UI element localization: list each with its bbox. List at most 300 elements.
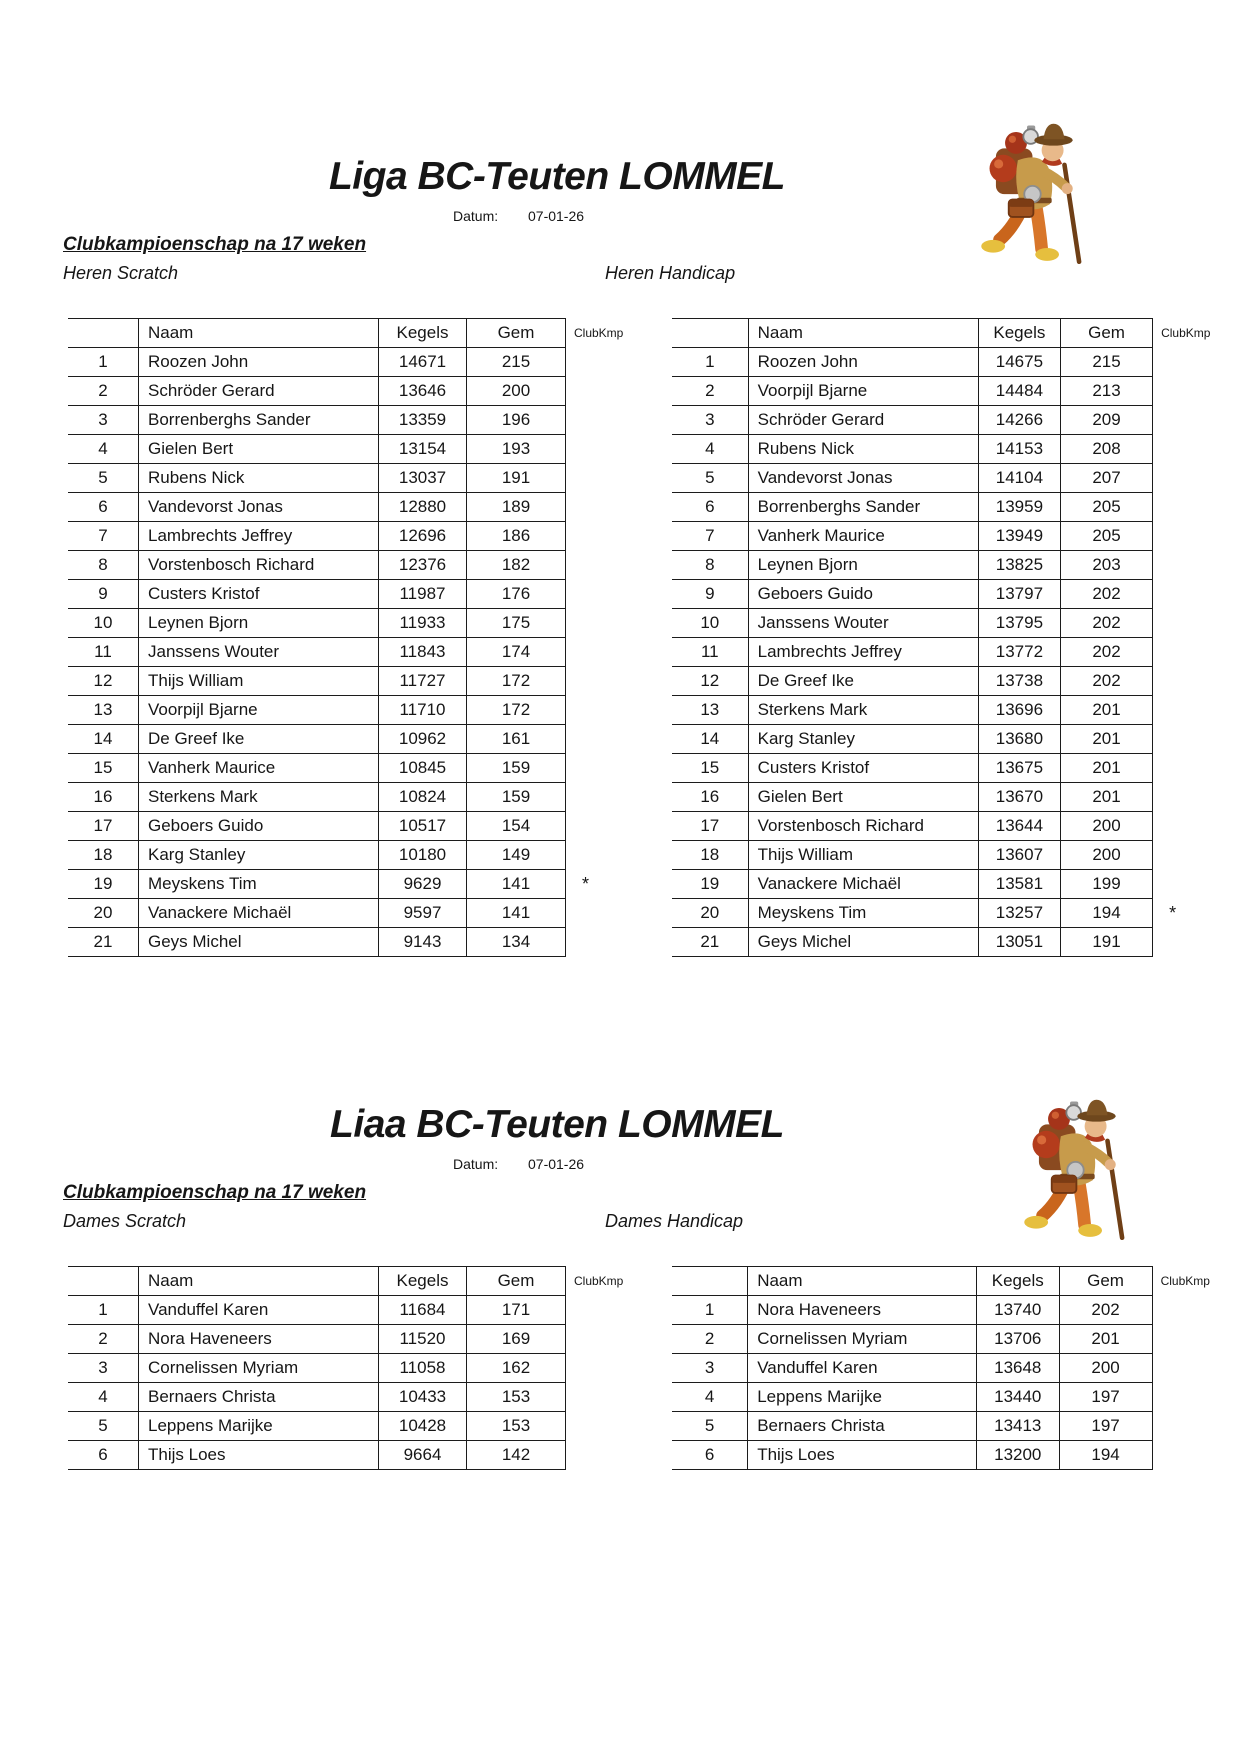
gem-cell: 205 [1060, 493, 1152, 522]
kegels-cell: 13959 [978, 493, 1060, 522]
rank-cell: 2 [68, 377, 139, 406]
table-heading-heren-scratch: Heren Scratch [63, 263, 179, 283]
rank-cell: 3 [672, 1354, 748, 1383]
rank-cell: 20 [68, 899, 139, 928]
rank-cell: 5 [672, 464, 748, 493]
rank-cell: 5 [672, 1412, 748, 1441]
star-note-cell [1152, 1296, 1241, 1325]
rank-cell: 15 [68, 754, 139, 783]
ranking-row [672, 377, 1241, 406]
rank-column-header [672, 319, 748, 348]
ranking-row [672, 899, 1241, 928]
gem-cell: 196 [467, 406, 566, 435]
player-name-cell: Bernaers Christa [748, 1412, 977, 1441]
player-name-cell: Bernaers Christa [139, 1383, 379, 1412]
rank-cell: 13 [672, 696, 748, 725]
player-name-cell: Leppens Marijke [748, 1383, 977, 1412]
star-note-cell [1152, 1383, 1241, 1412]
gem-cell: 141 [467, 899, 566, 928]
player-name-cell: Thijs William [139, 667, 379, 696]
ranking-row [672, 754, 1241, 783]
ranking-row [672, 1412, 1241, 1441]
gem-cell: 174 [467, 638, 566, 667]
naam-column-header: Naam [139, 1267, 379, 1296]
kegels-cell: 13051 [978, 928, 1060, 957]
rank-cell: 9 [672, 580, 748, 609]
kegels-cell: 13646 [379, 377, 467, 406]
ranking-row [68, 638, 659, 667]
rank-cell: 5 [68, 1412, 139, 1441]
gem-cell: 197 [1059, 1412, 1152, 1441]
datum-value: 07-01-26 [528, 208, 585, 224]
kegels-cell: 10845 [379, 754, 467, 783]
ranking-row [672, 1383, 1241, 1412]
kegels-column-header: Kegels [379, 319, 467, 348]
star-note-cell [566, 551, 660, 580]
star-note-cell [1152, 1354, 1241, 1383]
player-name-cell: Karg Stanley [748, 725, 978, 754]
kegels-cell: 13696 [978, 696, 1060, 725]
header-row [68, 1267, 659, 1296]
ranking-row [68, 899, 659, 928]
rank-cell: 12 [672, 667, 748, 696]
gem-cell: 209 [1060, 406, 1152, 435]
gem-cell: 215 [1060, 348, 1152, 377]
player-name-cell: Nora Haveneers [748, 1296, 977, 1325]
rank-cell: 1 [672, 348, 748, 377]
gem-cell: 202 [1060, 609, 1152, 638]
ranking-row [672, 667, 1241, 696]
gem-cell: 202 [1060, 667, 1152, 696]
gem-column-header: Gem [1060, 319, 1152, 348]
gem-cell: 205 [1060, 522, 1152, 551]
kegels-cell: 14675 [978, 348, 1060, 377]
kegels-cell: 10517 [379, 812, 467, 841]
rank-cell: 17 [68, 812, 139, 841]
star-note-cell [566, 1412, 660, 1441]
rank-cell: 12 [68, 667, 139, 696]
ranking-row [68, 464, 659, 493]
ranking-row [68, 1354, 659, 1383]
star-note-cell [1153, 406, 1241, 435]
gem-cell: 207 [1060, 464, 1152, 493]
clubkmp-label: ClubKmp [574, 1274, 624, 1288]
table-heading-heren-handicap: Heren Handicap [605, 263, 736, 283]
kegels-cell: 14484 [978, 377, 1060, 406]
star-note-cell [566, 522, 660, 551]
kegels-cell: 13413 [976, 1412, 1059, 1441]
rank-cell: 11 [68, 638, 139, 667]
star-note-cell [566, 899, 660, 928]
ranking-row [68, 841, 659, 870]
gem-cell: 172 [467, 667, 566, 696]
kegels-cell: 10433 [379, 1383, 467, 1412]
clubkmp-label: ClubKmp [1160, 1274, 1210, 1288]
star-note-cell [1153, 609, 1241, 638]
star-note-cell [1153, 754, 1241, 783]
ranking-row [68, 580, 659, 609]
player-name-cell: De Greef Ike [748, 667, 978, 696]
kegels-cell: 11843 [379, 638, 467, 667]
kegels-column-header: Kegels [978, 319, 1060, 348]
rank-column-header [672, 1267, 748, 1296]
ranking-row [68, 522, 659, 551]
gem-cell: 200 [1060, 841, 1152, 870]
kegels-cell: 13359 [379, 406, 467, 435]
player-name-cell: Leppens Marijke [139, 1412, 379, 1441]
kegels-cell: 13257 [978, 899, 1060, 928]
ranking-row [68, 406, 659, 435]
star-note-cell [1153, 464, 1241, 493]
star-note-cell [566, 1354, 660, 1383]
ranking-row [672, 1441, 1241, 1470]
naam-column-header: Naam [139, 319, 379, 348]
kegels-cell: 11933 [379, 609, 467, 638]
player-name-cell: Custers Kristof [139, 580, 379, 609]
player-name-cell: Lambrechts Jeffrey [139, 522, 379, 551]
championship-subtitle: Clubkampioenschap na 17 weken [63, 234, 367, 255]
ranking-row [68, 725, 659, 754]
ranking-row [672, 1296, 1241, 1325]
star-note-cell [566, 638, 660, 667]
player-name-cell: Custers Kristof [748, 754, 978, 783]
section-dames [0, 948, 1241, 1755]
kegels-cell: 12376 [379, 551, 467, 580]
ranking-row [672, 493, 1241, 522]
gem-cell: 169 [467, 1325, 566, 1354]
star-note-cell [566, 1441, 660, 1470]
header-row [68, 319, 659, 348]
player-name-cell: Vanherk Maurice [139, 754, 379, 783]
star-note-cell [1153, 348, 1241, 377]
kegels-cell: 10428 [379, 1412, 467, 1441]
heren-scratch-ranking-table [68, 318, 659, 957]
kegels-cell: 13797 [978, 580, 1060, 609]
player-name-cell: Rubens Nick [139, 464, 379, 493]
player-name-cell: Thijs Loes [748, 1441, 977, 1470]
player-name-cell: Gielen Bert [139, 435, 379, 464]
player-name-cell: Meyskens Tim [139, 870, 379, 899]
kegels-cell: 13738 [978, 667, 1060, 696]
gem-cell: 201 [1060, 696, 1152, 725]
rank-cell: 1 [68, 348, 139, 377]
star-note-cell [566, 783, 660, 812]
gem-cell: 201 [1060, 725, 1152, 754]
gem-cell: 162 [467, 1354, 566, 1383]
gem-cell: 201 [1059, 1325, 1152, 1354]
star-note-cell [1152, 1412, 1241, 1441]
player-name-cell: Cornelissen Myriam [748, 1325, 977, 1354]
rank-cell: 4 [672, 435, 748, 464]
kegels-cell: 10962 [379, 725, 467, 754]
rank-cell: 8 [68, 551, 139, 580]
gem-cell: 194 [1059, 1441, 1152, 1470]
star-note-cell: * [1169, 902, 1177, 923]
rank-cell: 7 [672, 522, 748, 551]
star-note-cell [566, 696, 660, 725]
kegels-cell: 13949 [978, 522, 1060, 551]
kegels-cell: 13648 [976, 1354, 1059, 1383]
star-note-cell [1153, 667, 1241, 696]
rank-cell: 4 [68, 1383, 139, 1412]
ranking-row [672, 1325, 1241, 1354]
gem-cell: 175 [467, 609, 566, 638]
kegels-cell: 13825 [978, 551, 1060, 580]
gem-cell: 215 [467, 348, 566, 377]
ranking-row [672, 464, 1241, 493]
player-name-cell: Voorpijl Bjarne [748, 377, 978, 406]
ranking-row [672, 522, 1241, 551]
star-note-cell [1153, 580, 1241, 609]
star-note-cell [566, 493, 660, 522]
player-name-cell: Gielen Bert [748, 783, 978, 812]
ranking-row [672, 870, 1241, 899]
rank-cell: 18 [68, 841, 139, 870]
star-note-cell [566, 841, 660, 870]
rank-column-header [68, 1267, 139, 1296]
kegels-cell: 13795 [978, 609, 1060, 638]
rank-cell: 21 [672, 928, 748, 957]
rank-cell: 14 [672, 725, 748, 754]
gem-cell: 213 [1060, 377, 1152, 406]
kegels-cell: 13440 [976, 1383, 1059, 1412]
rank-cell: 11 [672, 638, 748, 667]
ranking-row [68, 493, 659, 522]
ranking-row [672, 696, 1241, 725]
kegels-cell: 13740 [976, 1296, 1059, 1325]
star-note-cell [1153, 551, 1241, 580]
gem-cell: 182 [467, 551, 566, 580]
star-note-cell [566, 406, 660, 435]
gem-cell: 199 [1060, 870, 1152, 899]
rank-cell: 10 [68, 609, 139, 638]
gem-cell: 201 [1060, 783, 1152, 812]
star-note-cell [1153, 812, 1241, 841]
header-row [672, 1267, 1241, 1296]
ranking-row [672, 725, 1241, 754]
rank-cell: 3 [68, 1354, 139, 1383]
gem-cell: 197 [1059, 1383, 1152, 1412]
gem-cell: 134 [467, 928, 566, 957]
star-note-cell [1153, 522, 1241, 551]
rank-cell: 14 [68, 725, 139, 754]
ranking-row [68, 609, 659, 638]
player-name-cell: Vorstenbosch Richard [139, 551, 379, 580]
player-name-cell: Janssens Wouter [748, 609, 978, 638]
rank-cell: 10 [672, 609, 748, 638]
player-name-cell: Geboers Guido [139, 812, 379, 841]
datum-value: 07-01-26 [528, 1156, 585, 1172]
player-name-cell: Janssens Wouter [139, 638, 379, 667]
ranking-row [672, 609, 1241, 638]
kegels-cell: 13037 [379, 464, 467, 493]
kegels-cell: 12696 [379, 522, 467, 551]
kegels-cell: 14104 [978, 464, 1060, 493]
kegels-cell: 9629 [379, 870, 467, 899]
star-note-cell [566, 725, 660, 754]
kegels-cell: 13200 [976, 1441, 1059, 1470]
star-note-cell [1153, 377, 1241, 406]
star-note-cell [566, 580, 660, 609]
kegels-cell: 13581 [978, 870, 1060, 899]
star-note-cell [1153, 696, 1241, 725]
ranking-row [68, 754, 659, 783]
player-name-cell: Vandevorst Jonas [139, 493, 379, 522]
ranking-row [68, 870, 659, 899]
rank-cell: 7 [68, 522, 139, 551]
kegels-column-header: Kegels [379, 1267, 467, 1296]
star-note-cell: * [582, 873, 590, 894]
ranking-row [672, 638, 1241, 667]
player-name-cell: Nora Haveneers [139, 1325, 379, 1354]
gem-column-header: Gem [1059, 1267, 1152, 1296]
gem-cell: 200 [467, 377, 566, 406]
kegels-cell: 13644 [978, 812, 1060, 841]
star-note-cell [566, 348, 660, 377]
rank-cell: 2 [672, 377, 748, 406]
naam-column-header: Naam [748, 1267, 977, 1296]
star-note-cell [566, 609, 660, 638]
player-name-cell: Thijs William [748, 841, 978, 870]
player-name-cell: Cornelissen Myriam [139, 1354, 379, 1383]
rank-cell: 18 [672, 841, 748, 870]
clubkmp-label: ClubKmp [1161, 326, 1211, 340]
gem-cell: 189 [467, 493, 566, 522]
datum-label: Datum: [453, 1156, 499, 1172]
ranking-row [68, 812, 659, 841]
gem-cell: 154 [467, 812, 566, 841]
header-row [672, 319, 1241, 348]
ranking-row [672, 580, 1241, 609]
heren-handicap-ranking-table [672, 318, 1241, 957]
rank-cell: 13 [68, 696, 139, 725]
player-name-cell: Geys Michel [748, 928, 978, 957]
gem-cell: 172 [467, 696, 566, 725]
ranking-row [672, 783, 1241, 812]
rank-cell: 3 [68, 406, 139, 435]
rank-cell: 9 [68, 580, 139, 609]
rank-cell: 1 [68, 1296, 139, 1325]
table-heading-dames-handicap: Dames Handicap [605, 1211, 744, 1231]
player-name-cell: Vanduffel Karen [748, 1354, 977, 1383]
rank-cell: 21 [68, 928, 139, 957]
kegels-cell: 9664 [379, 1441, 467, 1470]
player-name-cell: Leynen Bjorn [748, 551, 978, 580]
gem-cell: 153 [467, 1383, 566, 1412]
star-note-cell [1153, 435, 1241, 464]
star-note-cell [1152, 1325, 1241, 1354]
page-title: Liga BC-Teuten LOMMEL [328, 155, 785, 198]
rank-cell: 16 [672, 783, 748, 812]
gem-cell: 159 [467, 783, 566, 812]
kegels-cell: 11987 [379, 580, 467, 609]
rank-cell: 17 [672, 812, 748, 841]
star-note-cell [1153, 841, 1241, 870]
player-name-cell: Sterkens Mark [139, 783, 379, 812]
player-name-cell: Geboers Guido [748, 580, 978, 609]
star-note-cell [1153, 783, 1241, 812]
star-note-cell [1153, 638, 1241, 667]
player-name-cell: Vandevorst Jonas [748, 464, 978, 493]
player-name-cell: Schröder Gerard [748, 406, 978, 435]
player-name-cell: Thijs Loes [139, 1441, 379, 1470]
rank-column-header [68, 319, 139, 348]
player-name-cell: Borrenberghs Sander [139, 406, 379, 435]
player-name-cell: Vanackere Michaël [139, 899, 379, 928]
ranking-row [68, 348, 659, 377]
ranking-row [672, 406, 1241, 435]
kegels-cell: 11727 [379, 667, 467, 696]
star-note-cell [566, 754, 660, 783]
rank-cell: 4 [68, 435, 139, 464]
gem-cell: 202 [1059, 1296, 1152, 1325]
kegels-cell: 10824 [379, 783, 467, 812]
rank-cell: 8 [672, 551, 748, 580]
player-name-cell: Meyskens Tim [748, 899, 978, 928]
kegels-cell: 13154 [379, 435, 467, 464]
star-note-cell [566, 1383, 660, 1412]
rank-cell: 6 [672, 1441, 748, 1470]
player-name-cell: Roozen John [748, 348, 978, 377]
teuten-peddler-icon [1006, 1085, 1134, 1247]
star-note-cell [1153, 725, 1241, 754]
ranking-row [68, 551, 659, 580]
gem-cell: 149 [467, 841, 566, 870]
star-note-cell [1153, 870, 1241, 899]
ranking-row [672, 812, 1241, 841]
gem-cell: 141 [467, 870, 566, 899]
gem-column-header: Gem [467, 319, 566, 348]
gem-cell: 200 [1060, 812, 1152, 841]
player-name-cell: De Greef Ike [139, 725, 379, 754]
gem-cell: 161 [467, 725, 566, 754]
gem-cell: 202 [1060, 580, 1152, 609]
table-heading-dames-scratch: Dames Scratch [63, 1211, 187, 1231]
gem-cell: 142 [467, 1441, 566, 1470]
kegels-cell: 12880 [379, 493, 467, 522]
star-note-cell [566, 667, 660, 696]
rank-cell: 6 [68, 1441, 139, 1470]
star-note-cell [566, 1296, 660, 1325]
gem-cell: 208 [1060, 435, 1152, 464]
dames-scratch-ranking-table [68, 1266, 659, 1470]
kegels-cell: 11710 [379, 696, 467, 725]
gem-cell: 176 [467, 580, 566, 609]
player-name-cell: Leynen Bjorn [139, 609, 379, 638]
rank-cell: 1 [672, 1296, 748, 1325]
rank-cell: 15 [672, 754, 748, 783]
ranking-row [68, 1441, 659, 1470]
gem-cell: 194 [1060, 899, 1152, 928]
rank-cell: 2 [672, 1325, 748, 1354]
gem-cell: 153 [467, 1412, 566, 1441]
gem-cell: 201 [1060, 754, 1152, 783]
kegels-cell: 14266 [978, 406, 1060, 435]
star-note-cell [1152, 1441, 1241, 1470]
clubkmp-label: ClubKmp [574, 326, 624, 340]
kegels-cell: 13706 [976, 1325, 1059, 1354]
star-note-cell [566, 1325, 660, 1354]
ranking-row [672, 1354, 1241, 1383]
star-note-cell [566, 812, 660, 841]
kegels-cell: 11058 [379, 1354, 467, 1383]
rank-cell: 16 [68, 783, 139, 812]
ranking-row [68, 1296, 659, 1325]
kegels-cell: 13607 [978, 841, 1060, 870]
gem-cell: 202 [1060, 638, 1152, 667]
rank-cell: 19 [672, 870, 748, 899]
rank-cell: 19 [68, 870, 139, 899]
